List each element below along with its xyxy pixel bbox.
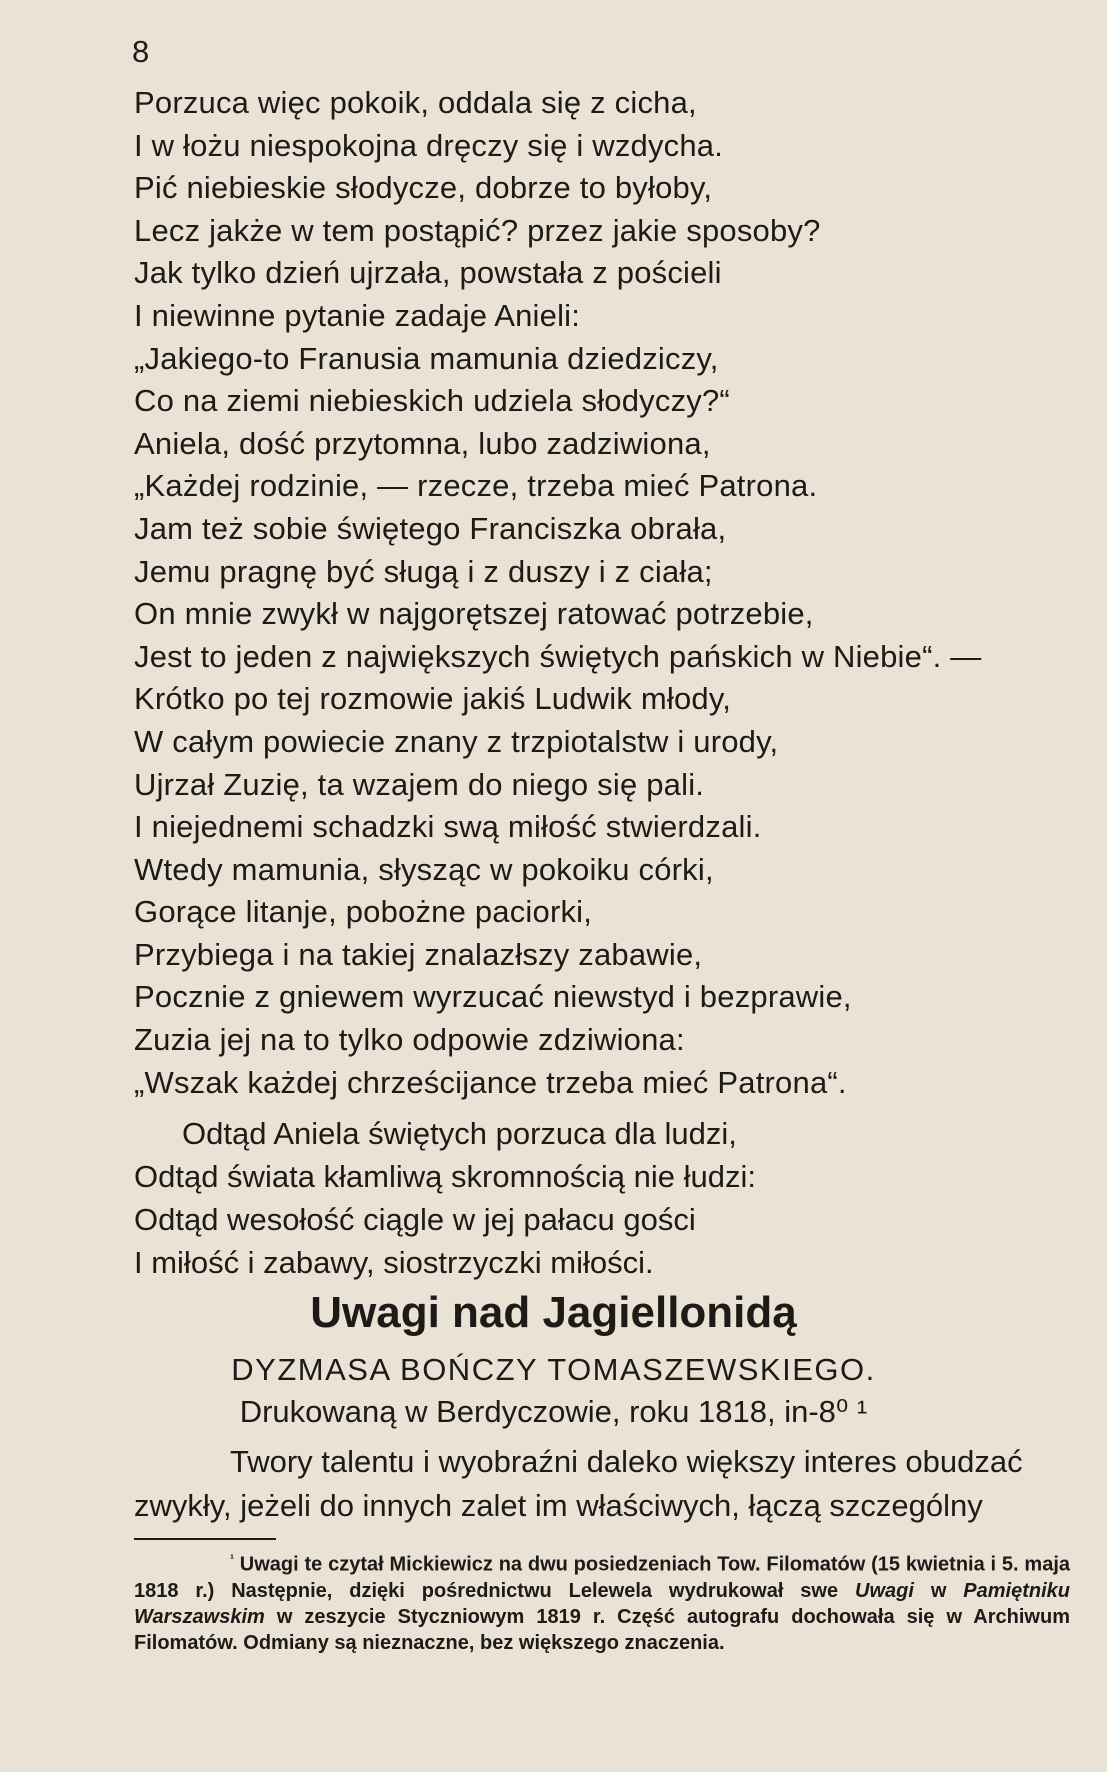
verse-line: Lecz jakże w tem postąpić? przez jakie sposoby?	[134, 212, 821, 248]
verse-line: „Jakiego-to Franusia mamunia dziedziczy,	[134, 340, 719, 376]
verse-line: Ujrzał Zuzię, ta wzajem do niego się pali.	[134, 766, 705, 802]
verse-line: Co na ziemi niebieskich udziela słodyczy?“	[134, 383, 730, 419]
section-author: DYZMASA BOŃCZY TOMASZEWSKIEGO.	[231, 1352, 876, 1387]
footnote-divider	[134, 1538, 276, 1540]
verse-line: Jemu pragnę być sługą i z duszy i z ciała;	[134, 553, 713, 589]
footnote	[134, 1546, 1070, 1656]
footnote-part: w zeszycie Styczniowym 1819 r. Część autografu dochowała się w Archiwum Filomatów. Odmiany są nieznaczne, bez większego znaczenia.	[134, 1605, 1070, 1654]
verse-line: „Wszak każdej chrześcijance trzeba mieć Patrona“.	[134, 1064, 847, 1100]
footnote-text	[134, 1546, 1070, 1656]
verse-line: Gorące litanje, pobożne paciorki,	[134, 894, 593, 930]
verse-line: Aniela, dość przytomna, lubo zadziwiona,	[134, 425, 711, 461]
verse-line: Krótko po tej rozmowie jakiś Ludwik młody,	[134, 681, 732, 717]
footnote-part: Uwagi te czytał Mickiewicz na dwu posiedzeniach Tow. Filomatów (15 kwietnia i 5. maja 1818 r.) Następnie, dzięki pośrednictwu Lelewela wydrukował swe	[134, 1553, 1070, 1602]
section-print-info: Drukowaną w Berdyczowie, roku 1818, in-8⁰ ¹	[239, 1394, 868, 1429]
verse-line: Odtąd świata kłamliwą skromnością nie łudzi:	[134, 1159, 756, 1194]
verse-line: Wtedy mamunia, słysząc w pokoiku córki,	[134, 851, 714, 887]
verse-block	[134, 82, 1074, 1104]
prose-line: Twory talentu i wyobraźni daleko większy interes obudzać	[230, 1444, 1023, 1479]
verse-line: „Każdej rodzinie, — rzecze, trzeba mieć Patrona.	[134, 468, 818, 504]
verse-line: Pocznie z gniewem wyrzucać niewstyd i bezprawie,	[134, 979, 852, 1015]
prose-line: zwykły, jeżeli do innych zalet im właściwych, łączą szczególny	[134, 1488, 983, 1523]
verse-line: Odtąd wesołość ciągle w jej pałacu gości	[134, 1202, 696, 1237]
verse-line: Odtąd Aniela świętych porzuca dla ludzi,	[182, 1116, 737, 1151]
footnote-marker: ¹	[230, 1552, 234, 1566]
footnote-part: w	[913, 1579, 964, 1602]
verse-line: On mnie zwykł w najgorętszej ratować potrzebie,	[134, 596, 814, 632]
prose-paragraph	[134, 1440, 1070, 1528]
verse-line: I niewinne pytanie zadaje Anieli:	[134, 297, 581, 333]
verse-line: Jam też sobie świętego Franciszka obrała,	[134, 510, 727, 546]
page-number: 8	[132, 34, 150, 69]
verse-line: Porzuca więc pokoik, oddala się z cicha,	[134, 85, 697, 120]
verse-line: Przybiega i na takiej znalazłszy zabawie,	[134, 936, 703, 972]
verse-line: I niejednemi schadzki swą miłość stwierdzali.	[134, 809, 762, 845]
verse-line: Jak tylko dzień ujrzała, powstała z pościeli	[134, 255, 722, 291]
verse-line: I miłość i zabawy, siostrzyczki miłości.	[134, 1245, 654, 1280]
closing-stanza	[134, 1112, 1074, 1284]
verse-line: Zuzia jej na to tylko odpowie zdziwiona:	[134, 1022, 685, 1058]
verse-line: W całym powiecie znany z trzpiotalstw i urody,	[134, 723, 779, 759]
verse-line: Pić niebieskie słodycze, dobrze to byłoby,	[134, 170, 713, 206]
section-title: Uwagi nad Jagiellonidą	[310, 1288, 797, 1337]
footnote-italic-journal: Pamiętniku Warszawskim	[134, 1579, 1070, 1628]
verse-line: I w łożu niespokojna dręczy się i wzdycha.	[134, 127, 724, 163]
verse-line: Jest to jeden z największych świętych pańskich w Niebie“. —	[134, 638, 982, 674]
footnote-italic-title: Uwagi	[855, 1579, 914, 1602]
